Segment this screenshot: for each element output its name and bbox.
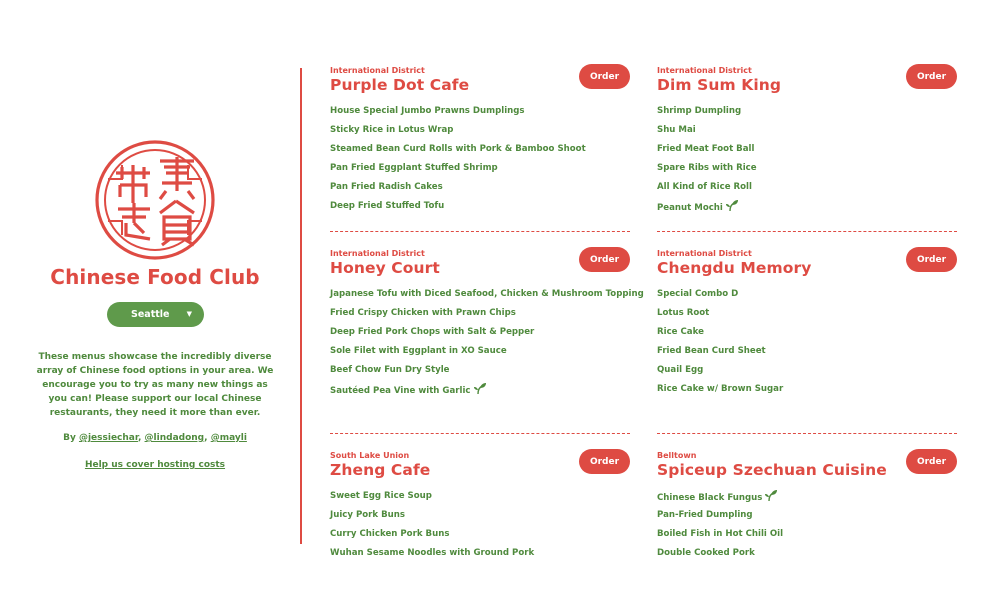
menu-item-label: Steamed Bean Curd Rolls with Pork & Bamboo Shoot xyxy=(330,144,586,154)
restaurant-name: Zheng Cafe xyxy=(330,461,431,479)
author-link-jessiechar[interactable]: @jessiechar xyxy=(78,433,138,443)
menu-item xyxy=(657,547,957,566)
menu-item xyxy=(330,162,630,181)
menu-item-label: Chinese Black Fungus xyxy=(657,493,763,503)
menu-item-label: Boiled Fish in Hot Chili Oil xyxy=(657,529,784,539)
chinese-food-club-logo xyxy=(94,139,216,261)
hosting-costs-link[interactable]: Help us cover hosting costs xyxy=(84,460,226,470)
menu-item-label: Sole Filet with Eggplant in XO Sauce xyxy=(330,346,507,356)
menu-item xyxy=(330,105,630,124)
menu-item xyxy=(330,509,630,528)
menu-item xyxy=(330,124,630,143)
order-button[interactable]: Order xyxy=(906,64,957,89)
restaurant-neighborhood: South Lake Union xyxy=(330,451,410,460)
menu-item xyxy=(330,143,630,162)
restaurant-card-honey-court xyxy=(330,249,644,402)
vertical-divider xyxy=(300,68,302,544)
menu-item xyxy=(330,288,644,307)
menu-item xyxy=(657,528,957,547)
restaurant-card-chengdu-memory xyxy=(657,249,957,402)
menu-list xyxy=(330,288,644,402)
menu-item xyxy=(657,200,957,219)
sidebar xyxy=(30,0,280,608)
menu-item xyxy=(657,181,957,200)
menu-item-label: Juicy Pork Buns xyxy=(330,510,405,520)
menu-list xyxy=(330,490,630,566)
menu-item xyxy=(330,200,630,219)
menu-item-label: All Kind of Rice Roll xyxy=(657,182,752,192)
menu-item xyxy=(330,326,630,345)
restaurant-name: Spiceup Szechuan Cuisine xyxy=(657,461,887,479)
sprout-icon xyxy=(765,490,777,501)
city-dropdown-label: Seattle xyxy=(131,309,170,320)
restaurant-name: Chengdu Memory xyxy=(657,259,812,277)
menu-item-label: Curry Chicken Pork Buns xyxy=(330,529,450,539)
restaurant-neighborhood: Belltown xyxy=(657,451,697,460)
menu-item xyxy=(657,345,957,364)
author-link-lindadong[interactable]: @lindadong xyxy=(144,433,205,443)
menu-item-label: Spare Ribs with Rice xyxy=(657,163,757,173)
restaurant-card-dim-sum-king xyxy=(657,66,957,219)
menu-item xyxy=(330,547,630,566)
menu-item xyxy=(330,383,630,402)
restaurant-neighborhood: International District xyxy=(657,66,752,75)
menu-item-label: Fried Meat Foot Ball xyxy=(657,144,755,154)
order-button[interactable]: Order xyxy=(579,449,630,474)
byline-prefix: By xyxy=(63,433,79,443)
menu-item-label: Pan Fried Eggplant Stuffed Shrimp xyxy=(330,163,498,173)
section-divider xyxy=(330,433,630,434)
menu-list xyxy=(657,490,957,566)
menu-item xyxy=(330,364,630,383)
menu-item-label: Sweet Egg Rice Soup xyxy=(330,491,432,501)
menu-item-label: Wuhan Sesame Noodles with Ground Pork xyxy=(330,548,535,558)
sprout-icon xyxy=(474,383,486,394)
menu-item xyxy=(657,509,957,528)
menu-list xyxy=(330,105,630,219)
menu-item xyxy=(657,326,957,345)
menu-list xyxy=(657,105,957,219)
menu-item xyxy=(657,162,957,181)
site-title: Chinese Food Club xyxy=(50,265,260,289)
menu-item-label: Japanese Tofu with Diced Seafood, Chicken & Mushroom Topping xyxy=(330,289,644,299)
menu-item-label: Lotus Root xyxy=(657,308,710,318)
menu-item xyxy=(657,124,957,143)
author-link-mayli[interactable]: @mayli xyxy=(210,433,247,443)
site-description: These menus showcase the incredibly diverse array of Chinese food options in your area. We encourage you to try as many new things as you can! Please support our local Chinese restaurants, they need it more than ever. xyxy=(36,352,274,418)
section-divider xyxy=(657,231,957,232)
order-button[interactable]: Order xyxy=(579,64,630,89)
menu-item xyxy=(330,181,630,200)
section-divider xyxy=(330,231,630,232)
menu-item-label: Fried Bean Curd Sheet xyxy=(657,346,766,356)
menu-item-label: Peanut Mochi xyxy=(657,203,723,213)
restaurant-card-purple-dot-cafe xyxy=(330,66,630,219)
restaurant-name: Honey Court xyxy=(330,259,440,277)
menu-item-label: Double Cooked Pork xyxy=(657,548,755,558)
menu-item-label: Rice Cake xyxy=(657,327,704,337)
city-dropdown[interactable] xyxy=(107,302,204,327)
section-divider xyxy=(657,433,957,434)
menu-item-label: Beef Chow Fun Dry Style xyxy=(330,365,450,375)
menu-item xyxy=(330,528,630,547)
restaurant-card-spiceup-szechuan xyxy=(657,451,957,566)
restaurant-card-zheng-cafe xyxy=(330,451,630,566)
menu-list xyxy=(657,288,957,402)
menu-item-label: Shu Mai xyxy=(657,125,696,135)
menu-item-label: Shrimp Dumpling xyxy=(657,106,742,116)
restaurant-neighborhood: International District xyxy=(330,249,425,258)
menu-item-label: Deep Fried Stuffed Tofu xyxy=(330,201,445,211)
menu-item xyxy=(330,307,630,326)
menu-item xyxy=(330,490,630,509)
menu-item-label: Sticky Rice in Lotus Wrap xyxy=(330,125,454,135)
menu-item xyxy=(657,490,957,509)
menu-item-label: Special Combo D xyxy=(657,289,739,299)
menu-item xyxy=(330,345,630,364)
menu-item xyxy=(657,307,957,326)
menu-item-label: Sautéed Pea Vine with Garlic xyxy=(330,386,471,396)
restaurant-neighborhood: International District xyxy=(657,249,752,258)
menu-item-label: Pan Fried Radish Cakes xyxy=(330,182,443,192)
order-button[interactable]: Order xyxy=(906,247,957,272)
menu-item xyxy=(657,383,957,402)
menu-item-label: House Special Jumbo Prawns Dumplings xyxy=(330,106,525,116)
menu-item-label: Quail Egg xyxy=(657,365,704,375)
restaurant-name: Dim Sum King xyxy=(657,76,782,94)
menu-item xyxy=(657,364,957,383)
byline: By @jessiechar, @lindadong, @mayli xyxy=(63,433,247,443)
menu-item-label: Deep Fried Pork Chops with Salt & Pepper xyxy=(330,327,535,337)
restaurant-neighborhood: International District xyxy=(330,66,425,75)
caret-down-icon: ▼ xyxy=(186,310,192,318)
menu-item-label: Rice Cake w/ Brown Sugar xyxy=(657,384,784,394)
sprout-icon xyxy=(726,200,738,211)
restaurant-name: Purple Dot Cafe xyxy=(330,76,470,94)
menu-item xyxy=(657,143,957,162)
menu-item xyxy=(657,105,957,124)
menu-item-label: Fried Crispy Chicken with Prawn Chips xyxy=(330,308,516,318)
menu-item xyxy=(657,288,957,307)
menu-item-label: Pan-Fried Dumpling xyxy=(657,510,753,520)
order-button[interactable]: Order xyxy=(906,449,957,474)
order-button[interactable]: Order xyxy=(579,247,630,272)
